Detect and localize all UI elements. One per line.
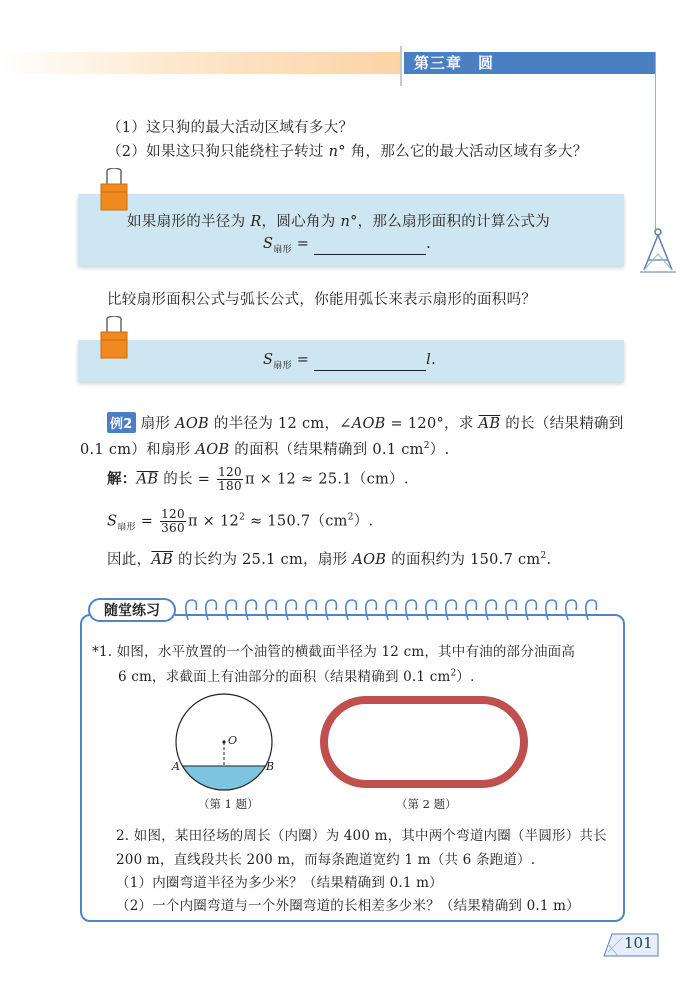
margin-rule (655, 52, 656, 232)
solution-line1: 解：$\overline{AB}$ 的长 = $\frac{120}{180}$ π × 12 ≈ 25.1（cm）. (107, 465, 409, 493)
running-track-figure (318, 694, 530, 794)
figure-2-caption: （第 2 题） (396, 797, 457, 811)
solution-line2: $S_{扇形}$ = $\frac{120}{360}$ $\pi \times 12^2 \approx 150.7(cm^2)$. (107, 507, 374, 535)
figure-1-caption: （第 1 题） (198, 797, 259, 811)
practice-1-line2: 6 cm，求截面上有油部分的面积（结果精确到 0.1 $cm^2$）. (118, 668, 475, 685)
practice-2-q1: （1）内圈弯道半径为多少米？（结果精确到 0.1 m） (116, 875, 443, 891)
question-1: （1）这只狗的最大活动区域有多大？ (107, 120, 354, 136)
answer-blank[interactable] (314, 240, 426, 255)
note1-line1: 如果扇形的半径为 R，圆心角为 n°，那么扇形面积的计算公式为 (127, 214, 551, 230)
practice-2-line2: 200 m，直线段共长 200 m，而每条跑道宽约 1 m（共 6 条跑道）. (116, 852, 536, 868)
label-B: B (266, 760, 275, 773)
practice-2-q2: （2）一个内圈弯道与一个外圈弯道的长相差多少米？（结果精确到 0.1 m） (116, 898, 580, 914)
header-divider (400, 46, 402, 86)
page-number: 101 (624, 934, 653, 952)
header-decoration (0, 52, 400, 74)
compare-prompt: 比较扇形面积公式与弧长公式，你能用弧长来表示扇形的面积吗？ (107, 292, 537, 308)
arc-AB: $\overline{AB}$ (478, 416, 501, 432)
conclusion-line: 因此，$\overline{AB}$ 的长约为 25.1 cm，扇形 AOB 的面积约为 150.7 $cm^2$. (107, 551, 552, 568)
note2-formula: $S_{扇形} = l$. (263, 352, 436, 371)
practice-1-line1: *1. 如图，水平放置的一个油管的横截面半径为 12 cm，其中有油的部分油面高 (92, 644, 576, 660)
binder-clip-icon (98, 316, 130, 360)
label-A: A (172, 760, 180, 773)
spiral-binding-decoration (180, 596, 620, 626)
example-line1: 例2 扇形 AOB 的半径为 12 cm，∠AOB = 120°，求 $\overline{AB}$ 的长（结果精确到 (107, 412, 624, 433)
question-2: （2）如果这只狗只能绕柱子转过 n° 角，那么它的最大活动区域有多大？ (107, 144, 588, 160)
note1-formula: $S_{扇形}$ = . (263, 236, 432, 255)
compass-icon (636, 226, 680, 276)
example-line2: 0.1 cm）和扇形 AOB 的面积（结果精确到 0.1 $cm^2$）. (80, 441, 450, 458)
answer-blank[interactable] (314, 356, 426, 371)
label-O: O (228, 734, 238, 747)
practice-2-line1: 2. 如图，某田径场的周长（内圈）为 400 m，其中两个弯道内圈（半圆形）共长 (116, 828, 607, 844)
example-badge: 例2 (107, 412, 136, 433)
practice-title: 随堂练习 (88, 598, 176, 622)
oil-pipe-figure (168, 690, 280, 800)
binder-clip-icon (98, 168, 130, 212)
fraction-120-180: $\frac{120}{180}$ (218, 465, 242, 493)
fraction-120-360: $\frac{120}{360}$ (161, 507, 185, 535)
chapter-title: 第三章 圆 (404, 52, 656, 74)
